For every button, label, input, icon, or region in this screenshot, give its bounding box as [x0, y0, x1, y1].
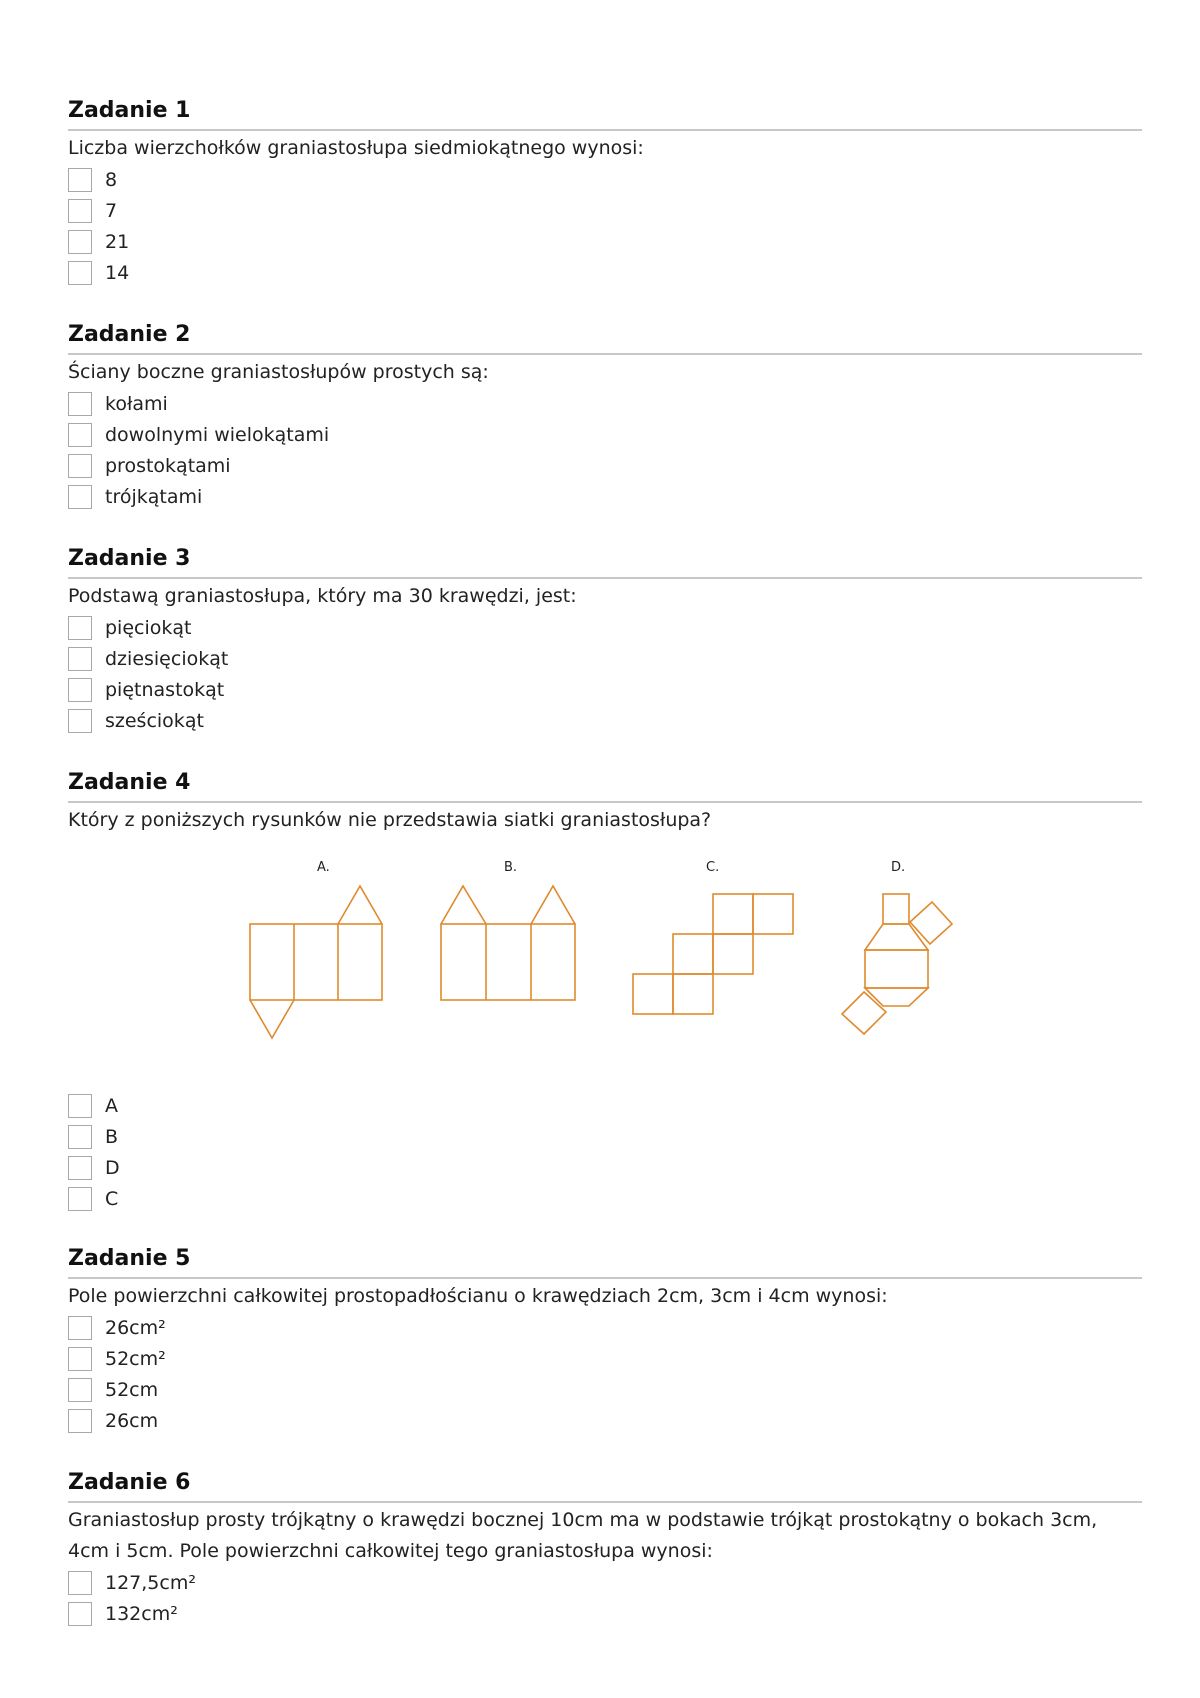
answer-option[interactable]: [68, 1598, 1142, 1629]
answer-label: 52cm²: [105, 1347, 166, 1370]
answer-label: 127,5cm²: [105, 1571, 196, 1594]
prism-nets-drawing: [68, 836, 1142, 1090]
checkbox-icon[interactable]: [68, 485, 92, 509]
net-d: [842, 894, 952, 1034]
checkbox-icon[interactable]: [68, 454, 92, 478]
figure-label-d: D.: [891, 860, 906, 875]
answer-label: trójkątami: [105, 485, 203, 508]
checkbox-icon[interactable]: [68, 199, 92, 223]
checkbox-icon[interactable]: [68, 168, 92, 192]
net-c: [633, 894, 793, 1014]
answer-options: [68, 164, 1142, 288]
task-question: Podstawą graniastosłupa, który ma 30 krawędzi, jest:: [68, 585, 577, 607]
answer-label: 8: [105, 168, 118, 191]
answer-option[interactable]: [68, 481, 1142, 512]
figure-label-c: C.: [706, 860, 720, 875]
checkbox-icon[interactable]: [68, 230, 92, 254]
task-title: Zadanie 2: [68, 320, 1142, 355]
task-question: Ściany boczne graniastosłupów prostych są:: [68, 361, 489, 383]
checkbox-icon[interactable]: [68, 1094, 92, 1118]
task-3: [68, 544, 1142, 768]
checkbox-icon[interactable]: [68, 1409, 92, 1433]
task-question: Graniastosłup prosty trójkątny o krawędzi bocznej 10cm ma w podstawie trójkąt prostokątny o bokach 3cm, 4cm i 5cm. Pole powierzchni całkowitej tego graniastosłupa wynosi:: [68, 1509, 1098, 1562]
answer-label: sześciokąt: [105, 709, 204, 732]
worksheet: [68, 96, 1142, 1629]
answer-label: piętnastokąt: [105, 678, 225, 701]
task-title: Zadanie 5: [68, 1244, 1142, 1279]
answer-option[interactable]: [68, 388, 1142, 419]
answer-option[interactable]: [68, 1152, 1142, 1183]
checkbox-icon[interactable]: [68, 1571, 92, 1595]
answer-options: [68, 388, 1142, 512]
answer-label: kołami: [105, 392, 168, 415]
answer-option[interactable]: [68, 419, 1142, 450]
task-question: Pole powierzchni całkowitej prostopadłościanu o krawędziach 2cm, 3cm i 4cm wynosi:: [68, 1285, 888, 1307]
answer-label: D: [105, 1156, 120, 1179]
net-a: [250, 886, 382, 1038]
task-title: Zadanie 3: [68, 544, 1142, 579]
answer-option[interactable]: [68, 612, 1142, 643]
answer-label: 52cm: [105, 1378, 159, 1401]
checkbox-icon[interactable]: [68, 423, 92, 447]
answer-option[interactable]: [68, 1374, 1142, 1405]
answer-option[interactable]: [68, 450, 1142, 481]
answer-option[interactable]: [68, 1090, 1142, 1121]
answer-option[interactable]: [68, 643, 1142, 674]
checkbox-icon[interactable]: [68, 392, 92, 416]
checkbox-icon[interactable]: [68, 1602, 92, 1626]
checkbox-icon[interactable]: [68, 261, 92, 285]
checkbox-icon[interactable]: [68, 678, 92, 702]
task-1: [68, 96, 1142, 320]
task-question: Liczba wierzchołków graniastosłupa siedmiokątnego wynosi:: [68, 137, 644, 159]
answer-label: 26cm: [105, 1409, 159, 1432]
answer-label: 14: [105, 261, 130, 284]
answer-options: [68, 1090, 1142, 1214]
answer-label: dowolnymi wielokątami: [105, 423, 330, 446]
answer-option[interactable]: [68, 1567, 1142, 1598]
task-title: Zadanie 6: [68, 1468, 1142, 1503]
answer-label: 132cm²: [105, 1602, 178, 1625]
checkbox-icon[interactable]: [68, 1125, 92, 1149]
answer-label: prostokątami: [105, 454, 231, 477]
answer-label: A: [105, 1094, 118, 1117]
task-question: Który z poniższych rysunków nie przedstawia siatki graniastosłupa?: [68, 809, 712, 831]
answer-label: 26cm²: [105, 1316, 166, 1339]
task-6: [68, 1468, 1142, 1629]
task-title: Zadanie 1: [68, 96, 1142, 131]
checkbox-icon[interactable]: [68, 647, 92, 671]
checkbox-icon[interactable]: [68, 616, 92, 640]
net-b: [441, 886, 575, 1000]
task-4: [68, 768, 1142, 1244]
answer-option[interactable]: [68, 1183, 1142, 1214]
answer-option[interactable]: [68, 1121, 1142, 1152]
answer-option[interactable]: [68, 1312, 1142, 1343]
answer-label: C: [105, 1187, 119, 1210]
checkbox-icon[interactable]: [68, 1347, 92, 1371]
checkbox-icon[interactable]: [68, 1378, 92, 1402]
answer-label: dziesięciokąt: [105, 647, 229, 670]
answer-option[interactable]: [68, 164, 1142, 195]
answer-options: [68, 612, 1142, 736]
answer-option[interactable]: [68, 226, 1142, 257]
answer-options: [68, 1567, 1142, 1629]
figure-label-b: B.: [504, 860, 518, 875]
answer-option[interactable]: [68, 674, 1142, 705]
figure-label-a: A.: [317, 860, 330, 875]
task-title: Zadanie 4: [68, 768, 1142, 803]
answer-label: pięciokąt: [105, 616, 192, 639]
answer-option[interactable]: [68, 195, 1142, 226]
task-2: [68, 320, 1142, 544]
answer-option[interactable]: [68, 1343, 1142, 1374]
answer-label: 21: [105, 230, 130, 253]
answer-label: 7: [105, 199, 118, 222]
answer-option[interactable]: [68, 1405, 1142, 1436]
answer-option[interactable]: [68, 705, 1142, 736]
answer-options: [68, 1312, 1142, 1436]
checkbox-icon[interactable]: [68, 709, 92, 733]
task-5: [68, 1244, 1142, 1468]
prism-nets-figure: [68, 836, 1142, 1090]
checkbox-icon[interactable]: [68, 1316, 92, 1340]
answer-option[interactable]: [68, 257, 1142, 288]
checkbox-icon[interactable]: [68, 1187, 92, 1211]
answer-label: B: [105, 1125, 119, 1148]
checkbox-icon[interactable]: [68, 1156, 92, 1180]
